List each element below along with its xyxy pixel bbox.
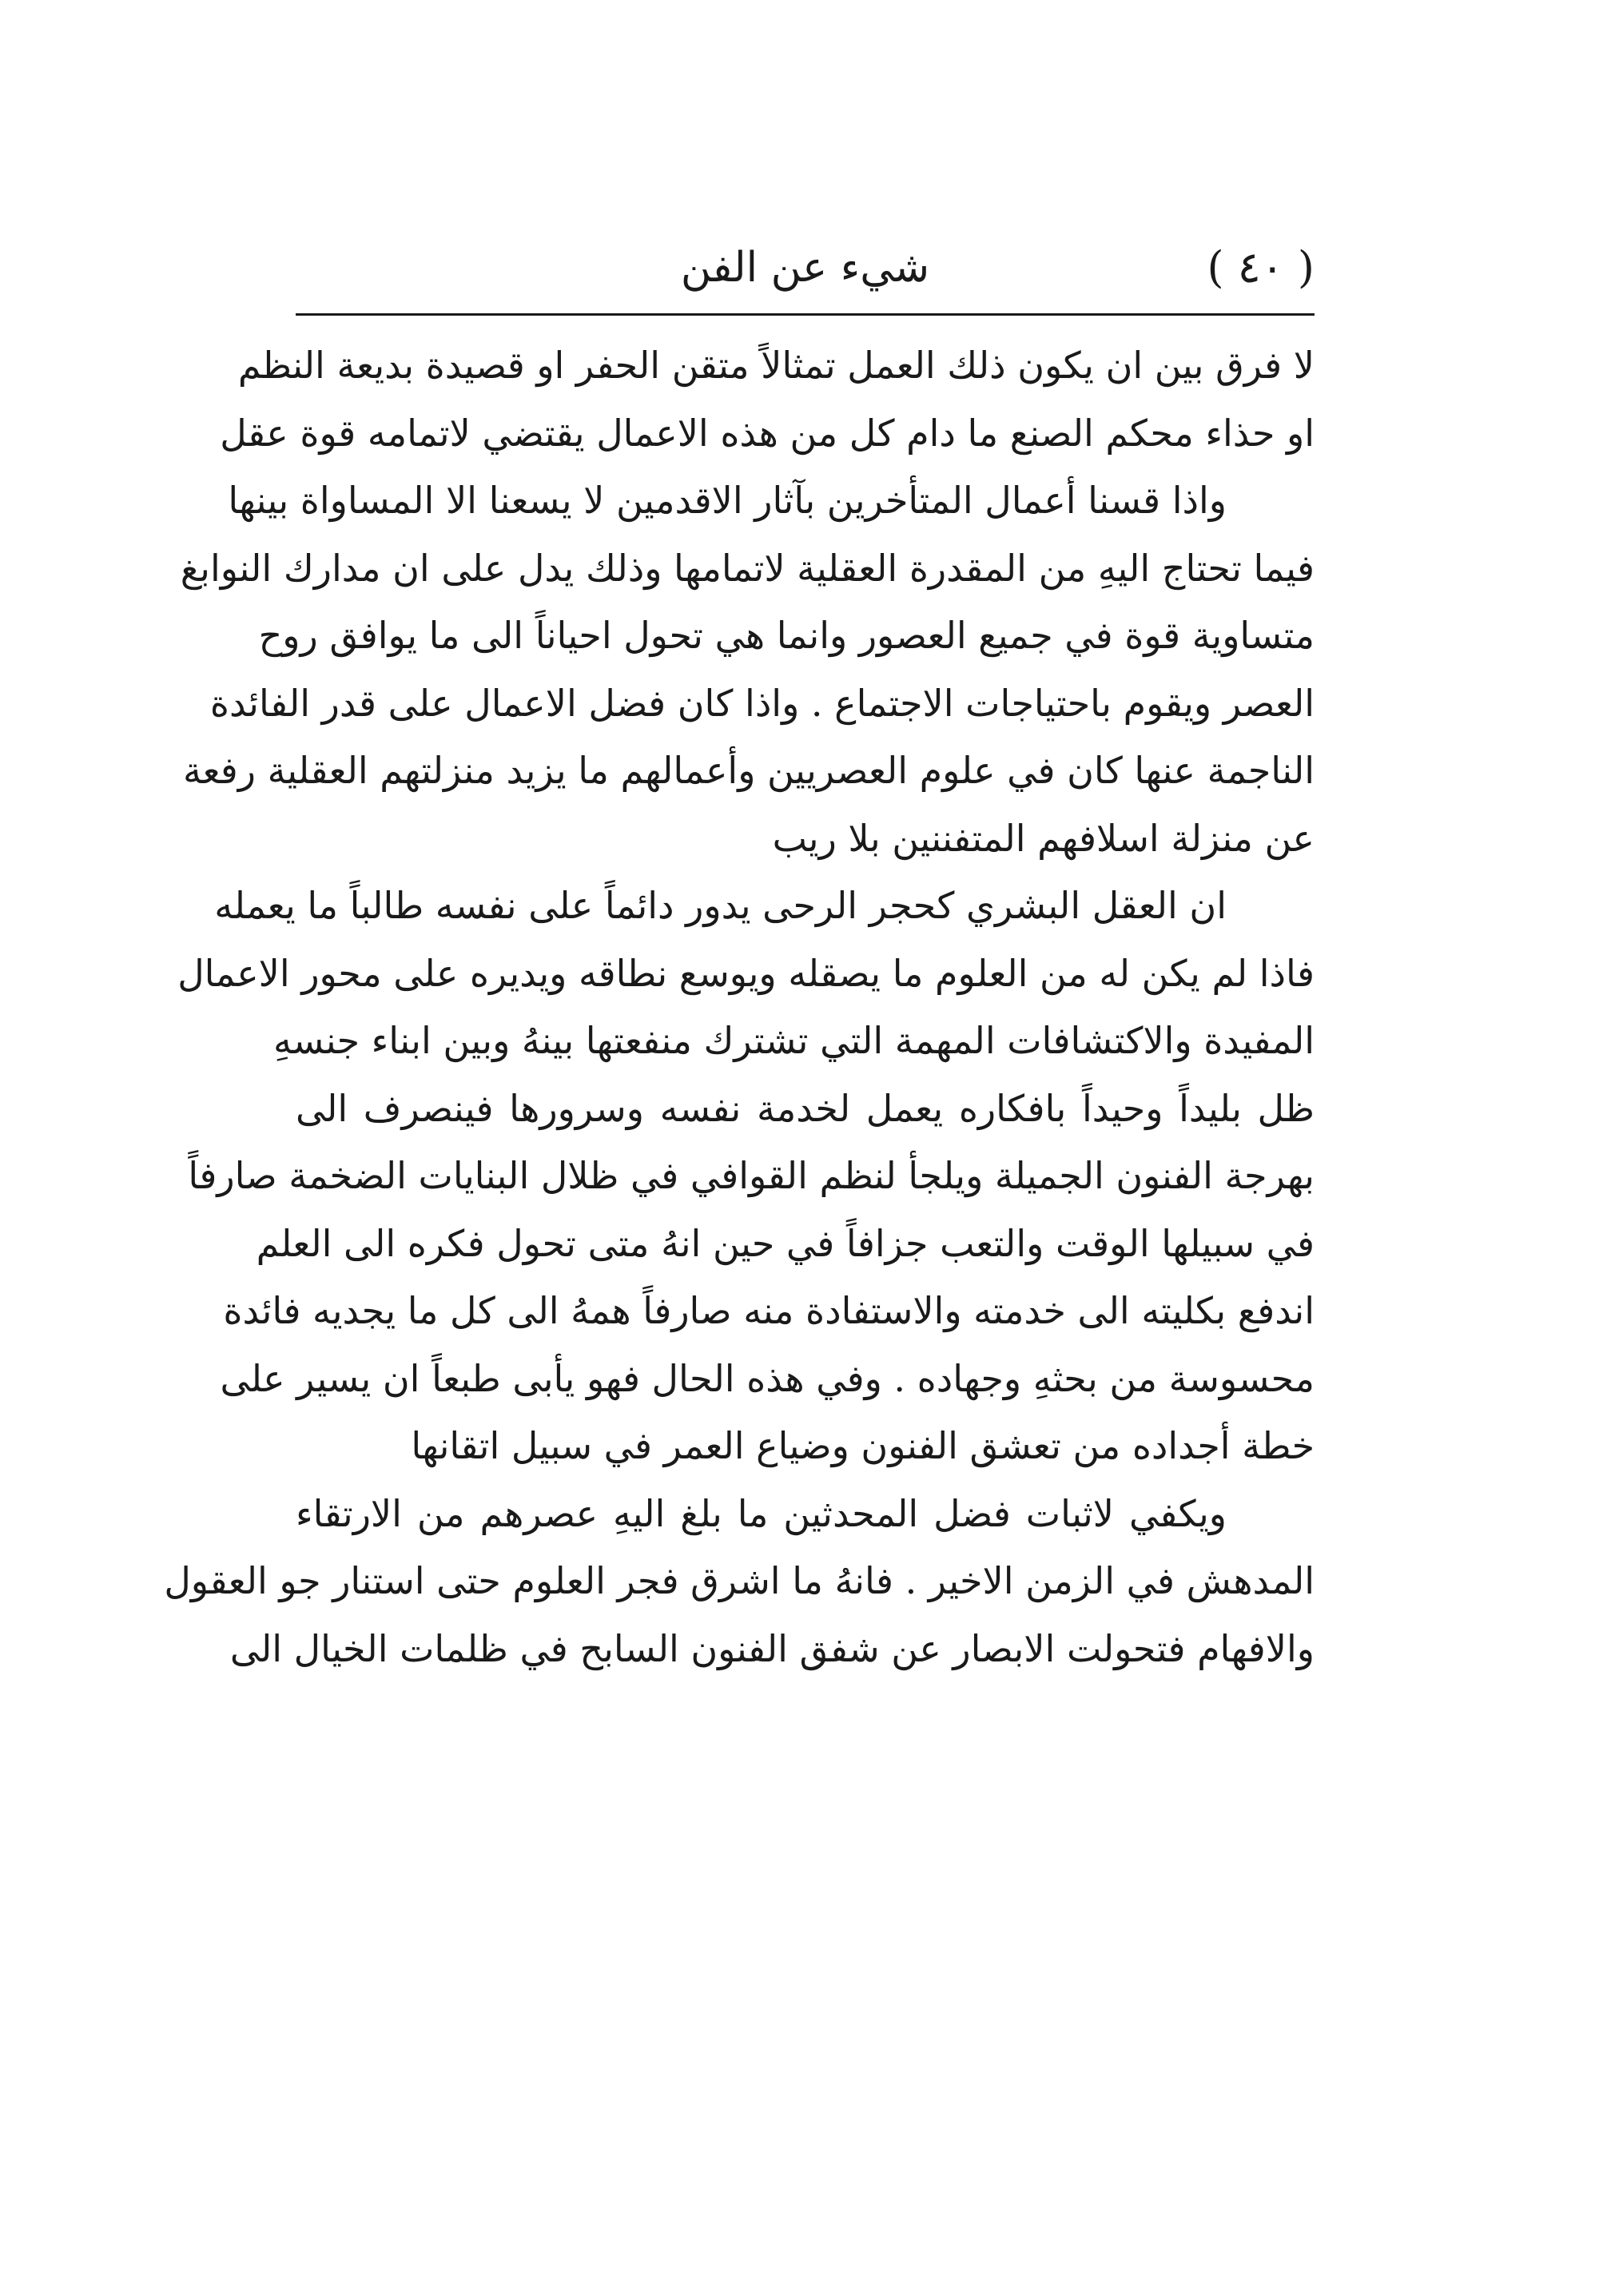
text-line: الناجمة عنها كان في علوم العصريين وأعمالهم ما يزيد منزلتهم العقلية رفعة	[182, 749, 1315, 792]
body-text	[164, 332, 1315, 1682]
text-line: متساوية قوة في جميع العصور وانما هي تحول احياناً الى ما يوافق روح	[258, 614, 1315, 657]
paragraph-first-line: واذا قسنا أعمال المتأخرين بآثار الاقدمين لا يسعنا الا المساواة بينها	[228, 479, 1227, 522]
paragraph-first-line: ان العقل البشري كحجر الرحى يدور دائماً على نفسه طالباً ما يعمله	[214, 884, 1227, 927]
text-line: اندفع بكليته الى خدمته والاستفادة منه صارفاً همهُ الى كل ما يجديه فائدة	[223, 1289, 1315, 1332]
paragraph-last-line: عن منزلة اسلافهم المتفننين بلا ريب	[772, 816, 1315, 860]
text-line: في سبيلها الوقت والتعب جزافاً في حين انهُ متى تحول فكره الى العلم	[256, 1221, 1315, 1265]
text-line: فاذا لم يكن له من العلوم ما يصقله ويوسع نطاقه ويديره على محور الاعمال	[177, 951, 1315, 995]
text-line: او حذاء محكم الصنع ما دام كل من هذه الاعمال يقتضي لاتمامه قوة عقل	[220, 411, 1315, 455]
text-line: لا فرق بين ان يكون ذلك العمل تمثالاً متقن الحفر او قصيدة بديعة النظم	[237, 344, 1315, 387]
text-line: المدهش في الزمن الاخير . فانهُ ما اشرق فجر العلوم حتى استنار جو العقول	[164, 1559, 1315, 1602]
text-line: ظل بليداً وحيداً بافكاره يعمل لخدمة نفسه وسرورها فينصرف الى	[296, 1086, 1315, 1130]
text-line: فيما تحتاج اليهِ من المقدرة العقلية لاتمامها وذلك يدل على ان مدارك النوابغ	[180, 546, 1315, 590]
text-line: المفيدة والاكتشافات المهمة التي تشترك منفعتها بينهُ وبين ابناء جنسهِ	[273, 1019, 1315, 1062]
header-rule	[296, 313, 1315, 316]
page-number: ( ٤٠ )	[1207, 242, 1315, 292]
paragraph-last-line: خطة أجداده من تعشق الفنون وضياع العمر في سبيل اتقانها	[411, 1424, 1315, 1467]
text-line: محسوسة من بحثهِ وجهاده . وفي هذه الحال فهو يأبى طبعاً ان يسير على	[220, 1356, 1315, 1400]
page-header	[296, 240, 1315, 304]
text-line: والافهام فتحولت الابصار عن شفق الفنون السابح في ظلمات الخيال الى	[229, 1626, 1315, 1670]
text-line: بهرجة الفنون الجميلة ويلجأ لنظم القوافي في ظلال البنايات الضخمة صارفاً	[188, 1154, 1315, 1197]
paragraph-first-line: ويكفي لاثبات فضل المحدثين ما بلغ اليهِ عصرهم من الارتقاء	[296, 1491, 1227, 1535]
running-title: شيء عن الفن	[680, 244, 930, 292]
text-line: العصر ويقوم باحتياجات الاجتماع . واذا كان فضل الاعمال على قدر الفائدة	[209, 681, 1315, 725]
